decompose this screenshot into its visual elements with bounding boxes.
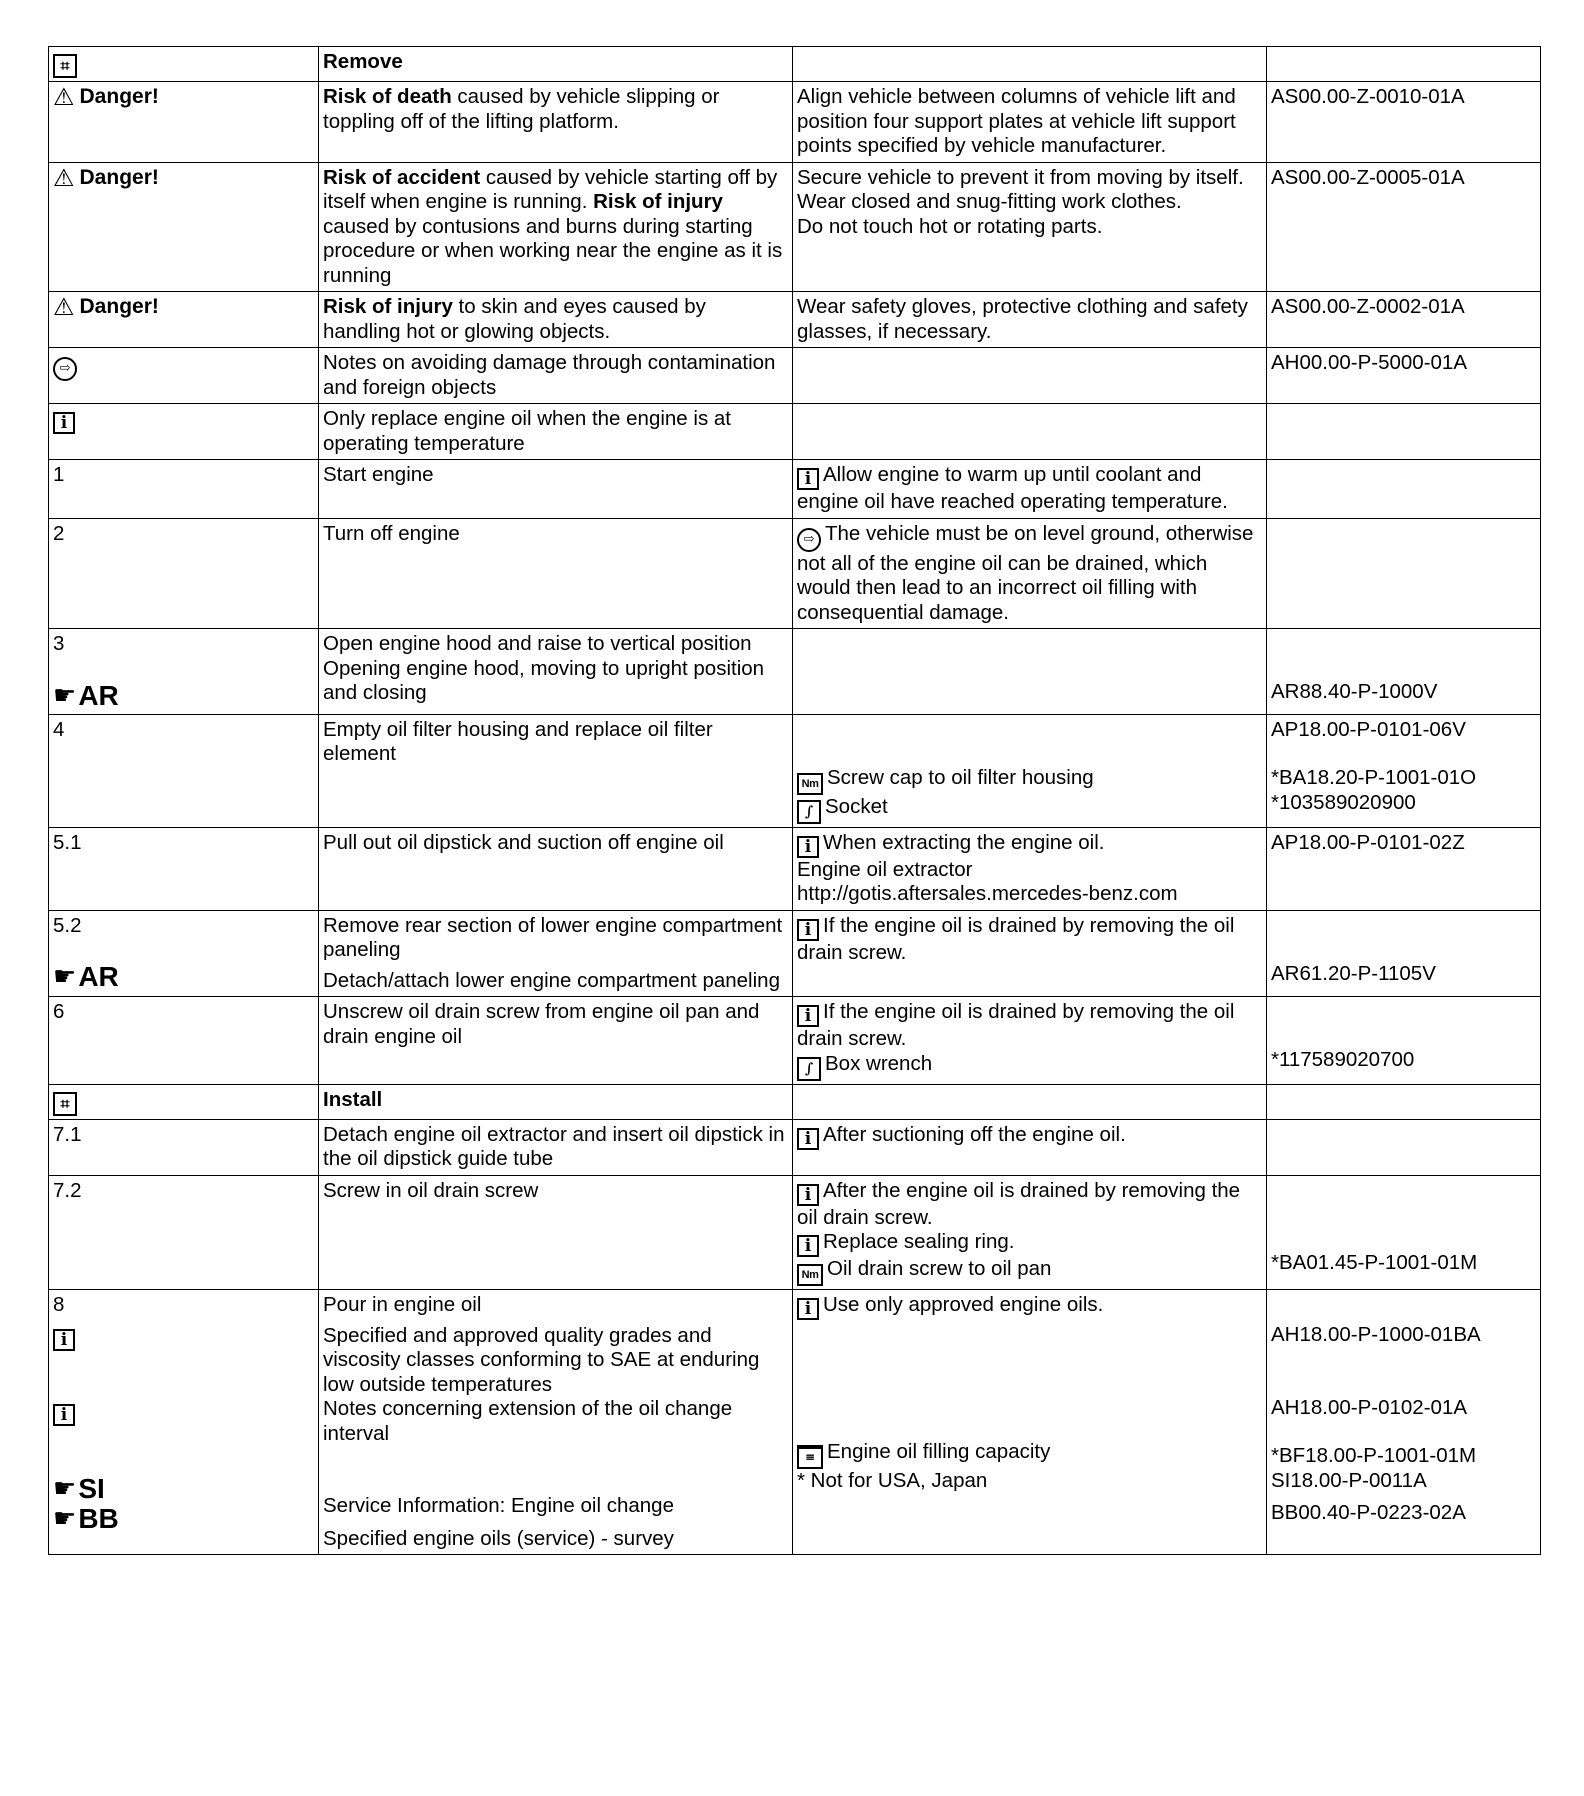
step-number: 3 (53, 632, 65, 655)
extractor-link[interactable]: http://gotis.aftersales.mercedes-benz.com (797, 882, 1178, 905)
pointing-hand-icon: ☛ (53, 1473, 77, 1504)
environment-note-icon: ⇨ (53, 357, 77, 381)
table-row (49, 1084, 1541, 1119)
reference-link[interactable]: AS00.00-Z-0002-01A (1267, 292, 1541, 348)
info-icon: i (797, 919, 819, 941)
table-row: 7.2 Screw in oil drain screw i After the engine oil is drained by removing the oil drain screw. i Replace sealing ring. Nm Oil drain screw to oil pan *BA01.45-P-1001-01M (49, 1175, 1541, 1290)
tool-icon: ∫ (797, 1057, 821, 1081)
reference-link[interactable]: SI18.00-P-0011A (1271, 1468, 1427, 1492)
step-cell (49, 47, 319, 82)
info-icon: i (797, 1235, 819, 1257)
reference-link[interactable]: AH18.00-P-0102-01A (1271, 1395, 1468, 1419)
info-icon: i (53, 1329, 75, 1351)
reference-link[interactable]: *117589020700 (1271, 1048, 1415, 1071)
reference-link[interactable]: *BA18.20-P-1001-01O (1271, 766, 1477, 789)
table-row: 4 Empty oil filter housing and replace oil filter element Nm Screw cap to oil filter housing ∫ Socket AP18.00-P-0101-06V *BA18.20-P-1001-01O *103589020900 (49, 714, 1541, 827)
reference-link[interactable]: AH18.00-P-1000-01BA (1271, 1323, 1481, 1346)
step-number: 7.1 (49, 1119, 319, 1175)
reference-link[interactable]: AS00.00-Z-0010-01A (1267, 82, 1541, 163)
info-icon: i (797, 1298, 819, 1320)
reference-link[interactable]: AS00.00-Z-0005-01A (1267, 162, 1541, 292)
procedure-table (48, 46, 1541, 1555)
step-number: 8 (53, 1293, 65, 1316)
table-row: ⇨ Notes on avoiding damage through contamination and foreign objects AH00.00-P-5000-01A (49, 348, 1541, 404)
install-icon: ⌗ (53, 1092, 77, 1116)
pointing-hand-icon: ☛ (53, 962, 77, 992)
info-icon: i (53, 1404, 75, 1426)
table-row: 7.1 Detach engine oil extractor and insert oil dipstick in the oil dipstick guide tube i After suctioning off the engine oil. (49, 1119, 1541, 1175)
reference-link[interactable]: AP18.00-P-0101-02Z (1267, 827, 1541, 910)
danger-label: Danger! (79, 165, 159, 189)
table-row: 5.1 Pull out oil dipstick and suction off engine oil i When extracting the engine oil. Engine oil extractor http://gotis.aftersales.mercedes-benz.com AP18.00-P-0101-02Z (49, 827, 1541, 910)
step-number: 6 (49, 997, 319, 1085)
danger-label: Danger! (79, 85, 159, 108)
table-row: 8 i i ☛ SI ☛ BB Pour in engine oil Specified and approved quality grades and viscosity classes conforming to SAE at enduring low outside temperatures Notes concerning extension of the oil change interval Service Information: Engine oil change Specified engine oils (service) - survey i Use only approved engine oils. ≡ Engine oil filling capacity * Not for USA, Japan AH18.00-P-1000-01BA AH18.00-P-0102-01A *BF18.00-P-1001-01M SI18.00-P-0011A BB00.40-P-0223-02A (49, 1290, 1541, 1555)
reference-link[interactable]: *103589020900 (1271, 790, 1416, 814)
reference-link[interactable]: AP18.00-P-0101-06V (1271, 717, 1466, 741)
step-number: 7.2 (49, 1175, 319, 1290)
info-icon: i (53, 412, 75, 434)
reference-link[interactable]: *BF18.00-P-1001-01M (1271, 1444, 1477, 1467)
table-row: ⚠ Danger! Risk of accident caused by vehicle starting off by itself when engine is running. Risk of injury caused by contusions and burns during starting procedure or when working near the engine as it is running Secure vehicle to prevent it from moving by itself. Wear closed and snug-fitting work clothes. Do not touch hot or rotating parts. AS00.00-Z-0005-01A (49, 162, 1541, 292)
torque-icon: Nm (797, 773, 823, 795)
info-icon: i (797, 1005, 819, 1027)
warning-icon: ⚠ (53, 163, 75, 192)
table-row: 3 ☛ AR Open engine hood and raise to vertical position Opening engine hood, moving to upright position and closing AR88.40-P-1000V (49, 629, 1541, 715)
table-row (49, 47, 1541, 82)
info-icon: i (797, 836, 819, 858)
step-number: 2 (49, 518, 319, 629)
step-number: 1 (49, 460, 319, 519)
capacity-icon: ≡ (797, 1445, 823, 1469)
tool-icon: ∫ (797, 800, 821, 824)
table-row: ⚠ Danger! Risk of death caused by vehicle slipping or toppling off of the lifting platform. Align vehicle between columns of vehicle lift and position four support plates at vehicle lift support points specified by vehicle manufacturer. AS00.00-Z-0010-01A (49, 82, 1541, 163)
step-number: 5.1 (49, 827, 319, 910)
table-row: 5.2 ☛ AR Remove rear section of lower engine compartment paneling Detach/attach lower engine compartment paneling i If the engine oil is drained by removing the oil drain screw. AR61.20-P-1105V (49, 910, 1541, 997)
table-row: 1 Start engine i Allow engine to warm up until coolant and engine oil have reached operating temperature. (49, 460, 1541, 519)
torque-icon: Nm (797, 1264, 823, 1286)
info-icon: i (797, 1128, 819, 1150)
remove-icon: ⌗ (53, 54, 77, 78)
warning-icon: ⚠ (53, 83, 75, 111)
step-number: 5.2 (53, 913, 82, 937)
pointing-hand-icon: ☛ (53, 1503, 77, 1534)
section-title: Install (319, 1084, 793, 1119)
step-number: 4 (49, 714, 319, 827)
reference-link[interactable]: AR88.40-P-1000V (1271, 680, 1438, 703)
warning-icon: ⚠ (53, 293, 75, 321)
table-row: i Only replace engine oil when the engine is at operating temperature (49, 404, 1541, 460)
reference-link[interactable]: *BA01.45-P-1001-01M (1271, 1250, 1478, 1274)
danger-label: Danger! (79, 295, 159, 318)
environment-note-icon: ⇨ (797, 528, 821, 552)
reference-link[interactable]: AR61.20-P-1105V (1271, 961, 1436, 985)
pointing-hand-icon: ☛ (53, 680, 77, 711)
table-row: ⚠ Danger! Risk of injury to skin and eyes caused by handling hot or glowing objects. Wear safety gloves, protective clothing and safety glasses, if necessary. AS00.00-Z-0002-01A (49, 292, 1541, 348)
info-icon: i (797, 468, 819, 490)
reference-link[interactable]: BB00.40-P-0223-02A (1271, 1501, 1466, 1524)
table-row: 2 Turn off engine ⇨ The vehicle must be on level ground, otherwise not all of the engine oil can be drained, which would then lead to an incorrect oil filling with consequential damage. (49, 518, 1541, 629)
reference-link[interactable]: AH00.00-P-5000-01A (1267, 348, 1541, 404)
info-icon: i (797, 1184, 819, 1206)
table-row: 6 Unscrew oil drain screw from engine oil pan and drain engine oil i If the engine oil is drained by removing the oil drain screw. ∫ Box wrench *117589020700 (49, 997, 1541, 1085)
section-title: Remove (319, 47, 793, 82)
